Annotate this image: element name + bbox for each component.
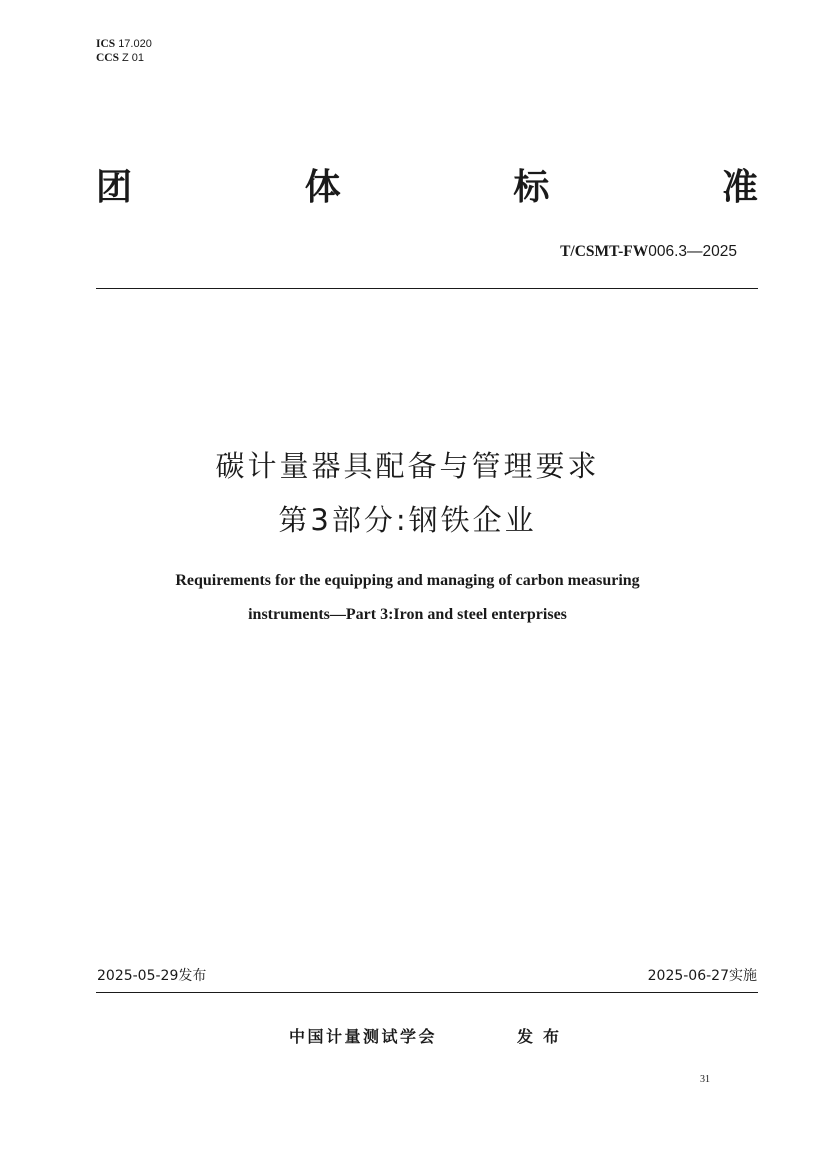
classification-codes bbox=[96, 37, 152, 65]
standard-code bbox=[560, 242, 737, 262]
english-title-line-2: instruments—Part 3:Iron and steel enterprises bbox=[248, 606, 567, 623]
publish-action: 发布 bbox=[517, 1027, 570, 1046]
ccs-value: Z 01 bbox=[122, 52, 145, 64]
footer-divider bbox=[96, 992, 758, 993]
ics-value: 17.020 bbox=[118, 38, 152, 50]
chinese-title-line-1: 碳计量器具配备与管理要求 bbox=[215, 449, 600, 483]
standard-type-char: 体 bbox=[304, 167, 341, 208]
header-divider bbox=[96, 288, 758, 289]
ics-label: ICS bbox=[96, 38, 116, 50]
standard-type-char: 团 bbox=[96, 167, 133, 208]
english-title-line-1: Requirements for the equipping and managing of carbon measuring bbox=[175, 572, 640, 589]
issue-date: 2025-05-29发布 bbox=[97, 968, 207, 984]
chinese-title-line-2: 第3部分:钢铁企业 bbox=[278, 503, 537, 537]
ics-code bbox=[96, 37, 152, 51]
standard-code-prefix: T/CSMT-FW bbox=[560, 243, 649, 260]
publisher-name: 中国计量测试学会 bbox=[289, 1027, 438, 1046]
standard-type-char: 准 bbox=[721, 167, 758, 208]
standard-type-char: 标 bbox=[513, 167, 550, 208]
ccs-label: CCS bbox=[96, 52, 120, 64]
standard-code-number: 006.3—2025 bbox=[648, 243, 737, 260]
standard-type-heading bbox=[96, 165, 758, 211]
ccs-code bbox=[96, 51, 152, 65]
page-number: 31 bbox=[700, 1074, 710, 1085]
implementation-date: 2025-06-27实施 bbox=[647, 968, 757, 984]
